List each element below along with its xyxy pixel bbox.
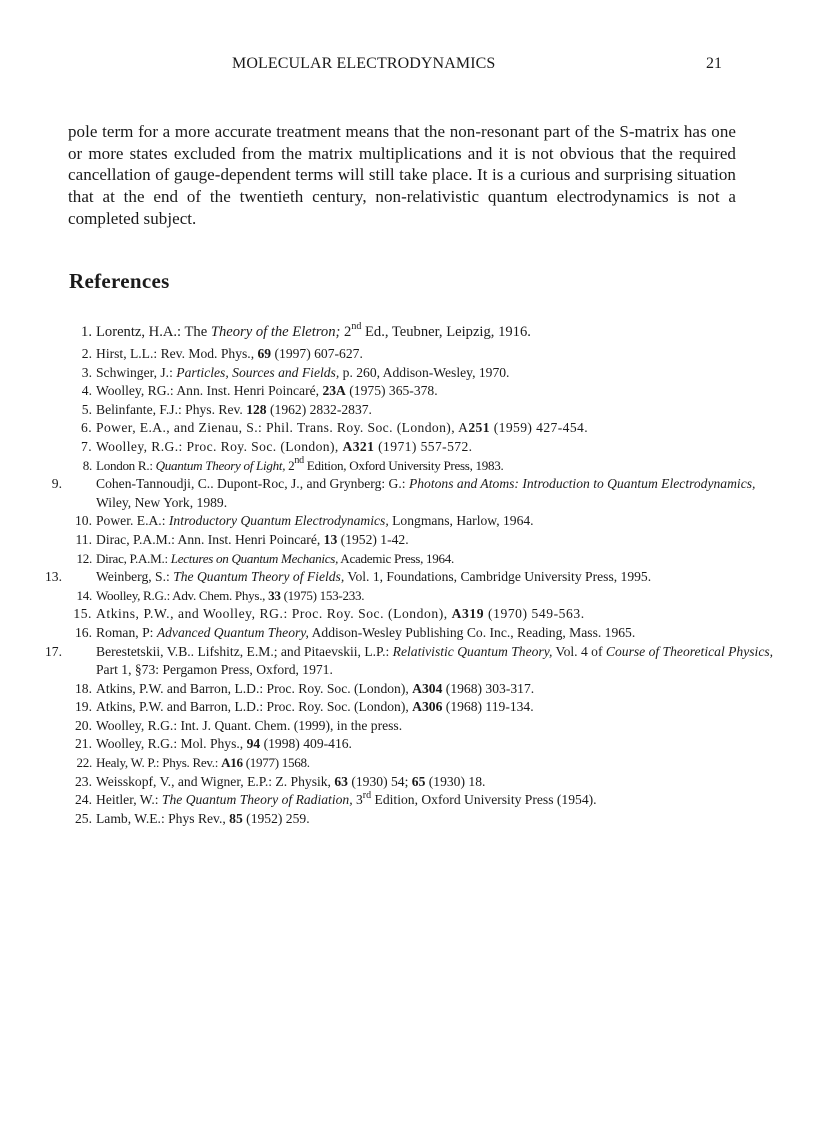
reference-25: 25. Lamb, W.E.: Phys Rev., 85 (1952) 259.: [0, 810, 816, 829]
reference-3: 3. Schwinger, J.: Particles, Sources and Fields, p. 260, Addison-Wesley, 1970.: [0, 364, 816, 383]
reference-20: 20. Woolley, R.G.: Int. J. Quant. Chem. (1999), in the press.: [0, 717, 816, 736]
page-header: [0, 55, 816, 77]
reference-number: 10.: [75, 513, 92, 529]
reference-number: 14.: [76, 587, 92, 603]
reference-number: 3.: [81, 364, 92, 380]
reference-number: 2.: [81, 346, 92, 361]
references-heading: References: [69, 269, 170, 293]
reference-5: 5. Belinfante, F.J.: Phys. Rev. 128 (1962) 2832-2837.: [0, 401, 816, 420]
reference-number: 21.: [75, 736, 92, 752]
reference-number: 12.: [76, 550, 92, 566]
reference-9: 9. Cohen-Tannoudji, C.. Dupont-Roc, J., and Grynberg: G.: Photons and Atoms: Introduction to Quantum Electrodynamics, Wiley, New York, 1989.: [51, 476, 756, 510]
reference-14: 14. Woolley, R.G.: Adv. Chem. Phys., 33 (1975) 153-233.: [0, 587, 816, 606]
reference-17: 17. Berestetskii, V.B.. Lifshitz, E.M.; and Pitaevskii, L.P.: Relativistic Quantum Theory, Vol. 4 of Course of Theoretical Physics, Part 1, §73: Pergamon Press, Oxford, 1971.: [45, 643, 774, 678]
reference-12: 12. Dirac, P.A.M.: Lectures on Quantum Mechanics, Academic Press, 1964.: [0, 550, 816, 569]
reference-6: 6. Power, E.A., and Zienau, S.: Phil. Trans. Roy. Soc. (London), A251 (1959) 427-454.: [0, 419, 816, 438]
reference-11: 11. Dirac, P.A.M.: Ann. Inst. Henri Poincaré, 13 (1952) 1-42.: [0, 531, 816, 550]
reference-22: 22. Healy, W. P.: Phys. Rev.: A16 (1977) 1568.: [0, 754, 816, 773]
reference-number: 8.: [82, 457, 92, 473]
reference-number: 25.: [75, 810, 92, 826]
reference-number: 15.: [73, 606, 92, 622]
body-paragraph: pole term for a more accurate treatment means that the non-resonant part of the S-matrix has one or more states excluded from the matrix multiplications and it is not obvious that the required cancellation of gauge-dependent terms will still take place. It is a curious and surprising situation that at the end of the twentieth century, non-relativistic quantum electrodynamics is not a completed subject.: [68, 122, 736, 228]
reference-number: 6.: [81, 420, 92, 436]
reference-2: 2. Hirst, L.L.: Rev. Mod. Phys., 69 (1997) 607-627.: [0, 345, 816, 364]
reference-21: 21. Woolley, R.G.: Mol. Phys., 94 (1998) 409-416.: [0, 735, 816, 754]
reference-number: 9.: [51, 476, 62, 492]
reference-7: 7. Woolley, R.G.: Proc. Roy. Soc. (London), A321 (1971) 557-572.: [0, 438, 816, 457]
reference-number: 19.: [75, 699, 92, 715]
reference-8: 8. London R.: Quantum Theory of Light, 2nd Edition, Oxford University Press, 1983.: [0, 457, 816, 476]
reference-number: 13.: [45, 569, 62, 585]
reference-15: 15. Atkins, P.W., and Woolley, RG.: Proc. Roy. Soc. (London), A319 (1970) 549-563.: [0, 605, 816, 624]
reference-number: 20.: [75, 717, 92, 733]
page-number: 21: [706, 55, 722, 72]
reference-number: 18.: [75, 680, 92, 696]
reference-number: 17.: [45, 643, 62, 659]
running-title: MOLECULAR ELECTRODYNAMICS: [232, 55, 496, 72]
reference-number: 11.: [75, 531, 92, 547]
reference-number: 23.: [75, 773, 92, 789]
reference-number: 4.: [81, 383, 92, 399]
references-list: [0, 322, 816, 828]
reference-4: 4. Woolley, RG.: Ann. Inst. Henri Poincaré, 23A (1975) 365-378.: [0, 382, 816, 401]
reference-number: 5.: [81, 401, 92, 417]
reference-number: 1.: [81, 324, 92, 340]
reference-13: 13. Weinberg, S.: The Quantum Theory of Fields, Vol. 1, Foundations, Cambridge University Press, 1995.: [0, 568, 786, 587]
reference-24: 24. Heitler, W.: The Quantum Theory of Radiation, 3rd Edition, Oxford University Press (1954).: [0, 791, 816, 810]
reference-number: 22.: [76, 755, 92, 771]
reference-number: 7.: [81, 438, 92, 454]
reference-18: 18. Atkins, P.W. and Barron, L.D.: Proc. Roy. Soc. (London), A304 (1968) 303-317.: [0, 680, 816, 699]
reference-23: 23. Weisskopf, V., and Wigner, E.P.: Z. Physik, 63 (1930) 54; 65 (1930) 18.: [0, 773, 816, 792]
reference-1: 1. Lorentz, H.A.: The Theory of the Eletron; 2nd Ed., Teubner, Leipzig, 1916.: [0, 322, 816, 343]
reference-16: 16. Roman, P: Advanced Quantum Theory, Addison-Wesley Publishing Co. Inc., Reading, Mass. 1965.: [0, 624, 816, 643]
reference-10: 10. Power. E.A.: Introductory Quantum Electrodynamics, Longmans, Harlow, 1964.: [0, 512, 816, 531]
reference-number: 16.: [75, 624, 92, 640]
reference-number: 24.: [75, 792, 92, 808]
reference-19: 19. Atkins, P.W. and Barron, L.D.: Proc. Roy. Soc. (London), A306 (1968) 119-134.: [0, 698, 816, 717]
